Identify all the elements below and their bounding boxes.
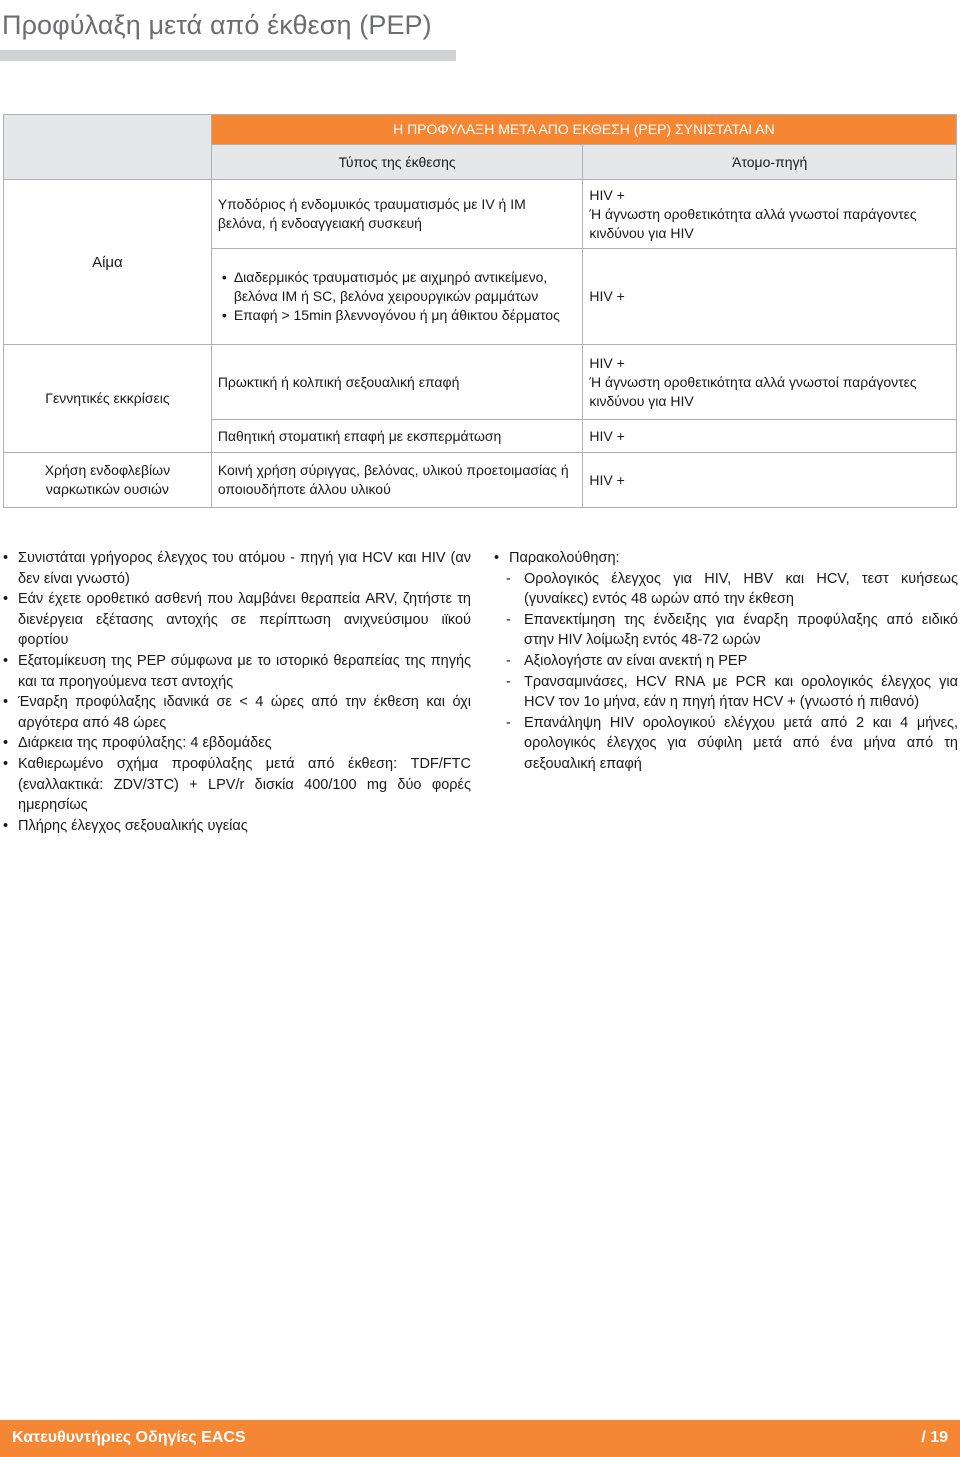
recommendation-item: • Συνιστάται γρήγορος έλεγχος του ατόμου - πηγή για HCV και HIV (αν δεν είναι γνωστό) — [3, 548, 471, 589]
follow-up-item: - Επανεκτίμηση της ένδειξης για έναρξη προφύλαξης από ειδικό στην HIV λοίμωξη εντός 48-72 ωρών — [494, 610, 958, 651]
source-line: Ή άγνωστη οροθετικότητα αλλά γνωστοί παράγοντες κινδύνου για HIV — [589, 373, 917, 409]
exposure-type-cell — [211, 249, 583, 345]
source-line: HIV + — [589, 354, 625, 371]
page-title: Προφύλαξη μετά από έκθεση (PEP) — [2, 10, 432, 40]
recommendation-item: • Διάρκεια της προφύλαξης: 4 εβδομάδες — [3, 733, 471, 754]
column-header-exposure-type: Τύπος της έκθεσης — [211, 145, 583, 180]
exposure-type-cell: Πρωκτική ή κολπική σεξουαλική επαφή — [211, 345, 583, 420]
source-cell: HIV + — [583, 453, 957, 508]
source-cell — [583, 180, 957, 249]
table-corner-cell — [4, 115, 212, 180]
source-cell: HIV + — [583, 249, 957, 345]
category-iv-drug-use: Χρήση ενδοφλεβίων ναρκωτικών ουσιών — [4, 453, 212, 508]
recommendation-item: • Εάν έχετε οροθετικό ασθενή που λαμβάνει θεραπεία ARV, ζητήστε τη διενέργεια εξέτασης αντοχής σε περίπτωση ανιχνεύσιμου ιϊκού φορτίου — [3, 589, 471, 651]
follow-up-item: - Ορολογικός έλεγχος για HIV, HBV και HCV, τεστ κυήσεως (γυναίκες) εντός 48 ωρών από την έκθεση — [494, 569, 958, 610]
recommendation-item: • Καθιερωμένο σχήμα προφύλαξης μετά από έκθεση: TDF/FTC (εναλλακτικά: ZDV/3TC) + LPV/r δισκία 400/100 mg δύο φορές ημερησίως — [3, 754, 471, 816]
column-header-source: Άτομο-πηγή — [583, 145, 957, 180]
recommendation-item: • Πλήρης έλεγχος σεξουαλικής υγείας — [3, 816, 471, 837]
category-genital-secretions: Γεννητικές εκκρίσεις — [4, 345, 212, 453]
footer-guidelines-title: Κατευθυντήριες Οδηγίες EACS — [12, 1429, 246, 1446]
title-underline-bar — [0, 50, 456, 61]
follow-up-item: - Τρανσαμινάσες, HCV RNA με PCR και ορολογικός έλεγχος για HCV τον 1ο μήνα, εάν η πηγή ήταν HCV + (γνωστό ή πιθανό) — [494, 672, 958, 713]
follow-up-item: - Επανάληψη HIV ορολογικού ελέγχου μετά από 2 και 4 μήνες, ορολογικός έλεγχος για σύφιλη μετά από ένα μήνα από τη σεξουαλική επαφή — [494, 713, 958, 775]
recommendation-item: • Έναρξη προφύλαξης ιδανικά σε < 4 ώρες από την έκθεση και όχι αργότερα από 48 ώρες — [3, 692, 471, 733]
page-footer — [0, 1420, 960, 1457]
follow-up-list — [494, 548, 958, 775]
exposure-type-cell: Κοινή χρήση σύριγγας, βελόνας, υλικού προετοιμασίας ή οποιουδήποτε άλλου υλικού — [211, 453, 583, 508]
category-blood: Αίμα — [4, 180, 212, 345]
source-line: Ή άγνωστη οροθετικότητα αλλά γνωστοί παράγοντες κινδύνου για HIV — [589, 205, 917, 241]
follow-up-item: - Αξιολογήστε αν είναι ανεκτή η PEP — [494, 651, 958, 672]
recommendations-list — [3, 548, 471, 836]
exposure-type-cell: Υποδόριος ή ενδομυικός τραυματισμός με IV ή IM βελόνα, ή ενδοαγγειακή συσκευή — [211, 180, 583, 249]
exposure-bullet: • Διαδερμικός τραυματισμός με αιχμηρό αντικείμενο, βελόνα IM ή SC, βελόνα χειρουργικών ραμμάτων — [234, 268, 577, 306]
table-banner: Η ΠΡΟΦΥΛΑΞΗ ΜΕΤΑ ΑΠΟ ΕΚΘΕΣΗ (PEP) ΣΥΝΙΣΤΑΤΑΙ ΑΝ — [211, 115, 956, 145]
source-cell — [583, 345, 957, 420]
exposure-type-cell: Παθητική στοματική επαφή με εκσπερμάτωση — [211, 420, 583, 453]
page-number: / 19 — [921, 1429, 948, 1446]
follow-up-heading: • Παρακολούθηση: — [494, 548, 958, 569]
source-line: HIV + — [589, 186, 625, 203]
recommendation-item: • Εξατομίκευση της PEP σύμφωνα με το ιστορικό θεραπείας της πηγής και τα προηγούμενα τεστ αντοχής — [3, 651, 471, 692]
exposure-bullet: • Επαφή > 15min βλεννογόνου ή μη άθικτου δέρματος — [234, 306, 577, 325]
source-cell: HIV + — [583, 420, 957, 453]
pep-indication-table — [3, 114, 957, 508]
